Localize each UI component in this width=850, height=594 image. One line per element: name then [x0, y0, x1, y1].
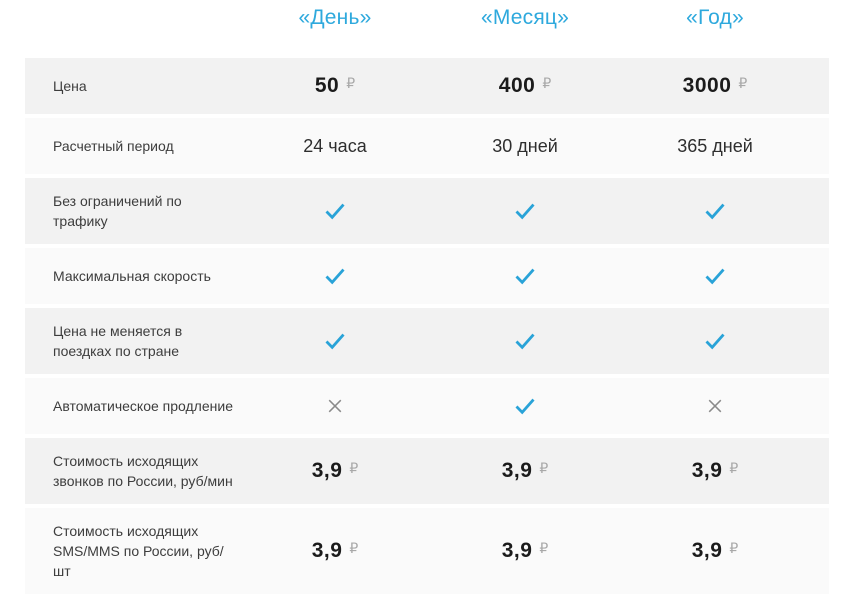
- feature-cell: [240, 398, 430, 414]
- ruble-sign: ₽: [539, 541, 549, 557]
- feature-cell: [620, 398, 810, 414]
- ruble-sign: ₽: [539, 461, 549, 477]
- price-value: 3,9: [691, 539, 723, 562]
- price-cell: [620, 459, 810, 483]
- price-cell: [430, 459, 620, 483]
- price-cell: [240, 74, 430, 98]
- ruble-sign: ₽: [729, 461, 739, 477]
- check-icon: [514, 397, 536, 415]
- row-label: Стоимость исходящих звонков по России, руб/мин: [53, 453, 233, 489]
- table-header: [25, 0, 829, 58]
- column-header-year: «Год»: [686, 6, 744, 29]
- ruble-sign: ₽: [738, 76, 748, 92]
- row-label: Расчетный период: [53, 138, 174, 154]
- price-cell: [430, 539, 620, 563]
- feature-cell: [620, 332, 810, 350]
- price-cell: [240, 539, 430, 563]
- check-icon: [514, 202, 536, 220]
- price-cell: [240, 459, 430, 483]
- feature-cell: [620, 202, 810, 220]
- feature-cell: [240, 202, 430, 220]
- ruble-sign: ₽: [346, 76, 356, 92]
- row-label: Цена: [53, 78, 87, 94]
- ruble-sign: ₽: [542, 76, 552, 92]
- check-icon: [704, 267, 726, 285]
- column-header-month: «Месяц»: [480, 6, 570, 29]
- text-value: 30 дней: [492, 135, 558, 156]
- column-header-day: «День»: [298, 6, 372, 29]
- check-icon: [324, 267, 346, 285]
- price-value: 3,9: [501, 459, 533, 482]
- price-value: 3000: [682, 74, 732, 97]
- table-row: [25, 308, 829, 374]
- price-cell: [620, 74, 810, 98]
- cross-icon: [707, 398, 723, 414]
- table-row: [25, 178, 829, 244]
- price-cell: [430, 74, 620, 98]
- feature-cell: [240, 267, 430, 285]
- text-value: 24 часа: [303, 135, 367, 156]
- row-label: Автоматическое продление: [53, 398, 233, 414]
- price-value: 3,9: [691, 459, 723, 482]
- price-cell: [620, 539, 810, 563]
- feature-cell: [240, 332, 430, 350]
- price-value: 3,9: [501, 539, 533, 562]
- check-icon: [704, 202, 726, 220]
- ruble-sign: ₽: [349, 541, 359, 557]
- ruble-sign: ₽: [729, 541, 739, 557]
- feature-cell: [430, 267, 620, 285]
- feature-cell: [430, 332, 620, 350]
- text-cell: [240, 136, 430, 157]
- table-row: [25, 58, 829, 114]
- price-value: 400: [498, 74, 536, 97]
- row-label: Стоимость исходящих SMS/MMS по России, руб/шт: [53, 523, 224, 579]
- row-label: Без ограничений по трафику: [53, 193, 182, 229]
- price-value: 50: [314, 74, 340, 97]
- text-value: 365 дней: [677, 135, 753, 156]
- table-body: [0, 58, 850, 594]
- feature-cell: [620, 267, 810, 285]
- price-value: 3,9: [311, 459, 343, 482]
- table-row: [25, 378, 829, 434]
- check-icon: [324, 202, 346, 220]
- price-value: 3,9: [311, 539, 343, 562]
- check-icon: [514, 332, 536, 350]
- text-cell: [430, 136, 620, 157]
- check-icon: [324, 332, 346, 350]
- feature-cell: [430, 202, 620, 220]
- feature-cell: [430, 397, 620, 415]
- text-cell: [620, 136, 810, 157]
- ruble-sign: ₽: [349, 461, 359, 477]
- check-icon: [704, 332, 726, 350]
- table-row: [25, 438, 829, 504]
- table-row: [25, 508, 829, 594]
- table-row: [25, 248, 829, 304]
- check-icon: [514, 267, 536, 285]
- table-row: [25, 118, 829, 174]
- row-label: Максимальная скорость: [53, 268, 211, 284]
- row-label: Цена не меняется в поездках по стране: [53, 323, 183, 359]
- cross-icon: [327, 398, 343, 414]
